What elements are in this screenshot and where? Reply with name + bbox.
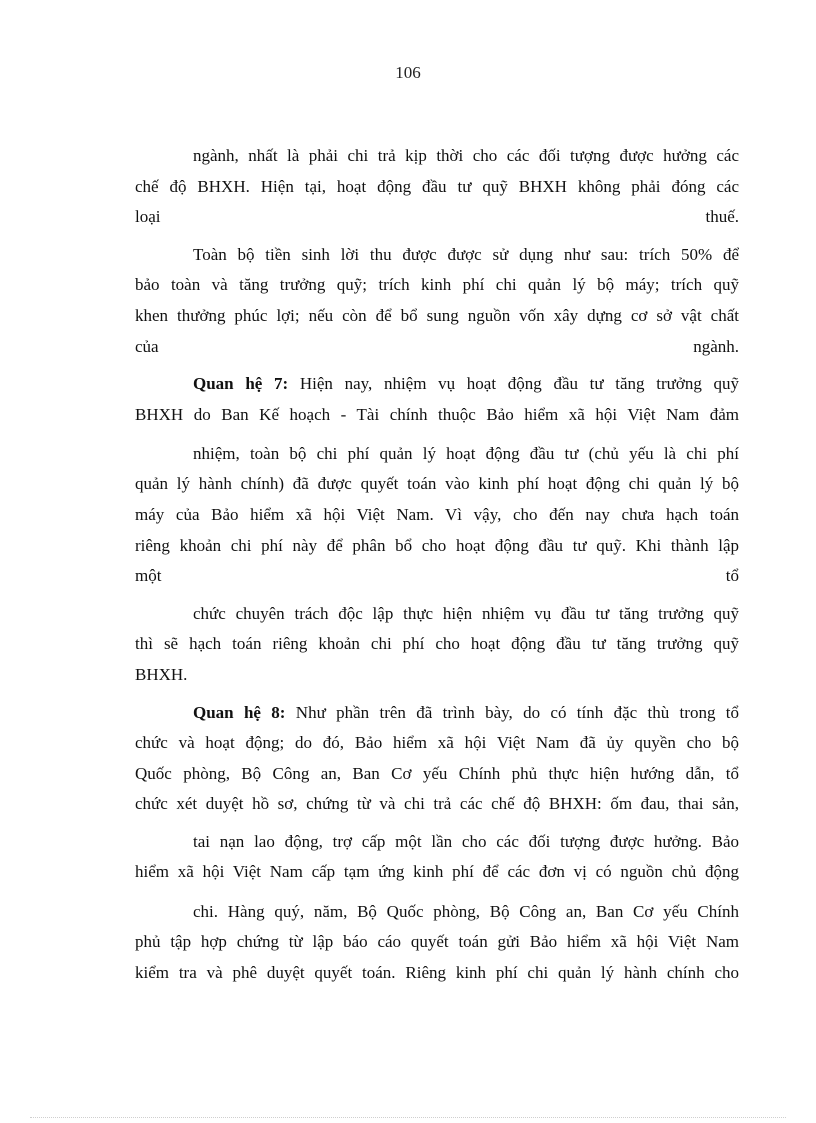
text-line: Quan hệ 8: Như phần trên đã trình bày, do có tính đặc thù trong tổ xyxy=(193,703,739,722)
text-line: riêng khoản chi phí này để phân bổ cho hoạt động đầu tư quỹ. Khi thành lập xyxy=(135,536,739,555)
text-line: BHXH. xyxy=(135,665,188,684)
text-line: loại thuế. xyxy=(135,207,739,226)
text-line: thì sẽ hạch toán riêng khoản chi phí cho hoạt động đầu tư tăng trưởng quỹ xyxy=(135,634,739,653)
text-line: BHXH do Ban Kế hoạch - Tài chính thuộc Bảo hiểm xã hội Việt Nam đảm xyxy=(135,405,739,424)
text-line: quản lý hành chính) đã được quyết toán vào kinh phí hoạt động chi quản lý bộ xyxy=(135,474,739,493)
text-line: bảo toàn và tăng trưởng quỹ; trích kinh phí chi quản lý bộ máy; trích quỹ xyxy=(135,275,739,294)
text-line: chế độ BHXH. Hiện tại, hoạt động đầu tư quỹ BHXH không phải đóng các xyxy=(135,177,739,196)
text-line: khen thưởng phúc lợi; nếu còn để bổ sung nguồn vốn xây dựng cơ sở vật chất xyxy=(135,306,739,325)
text-line: hiểm xã hội Việt Nam cấp tạm ứng kinh phí để các đơn vị có nguồn chủ động xyxy=(135,862,739,881)
section-heading: Quan hệ 8: xyxy=(193,703,286,722)
text-line: máy của Bảo hiểm xã hội Việt Nam. Vì vậy, cho đến nay chưa hạch toán xyxy=(135,505,739,524)
text-line: ngành, nhất là phải chi trả kịp thời cho các đối tượng được hưởng các xyxy=(193,146,739,165)
page-number: 106 xyxy=(395,63,421,82)
text-line: phủ tập hợp chứng từ lập báo cáo quyết toán gửi Bảo hiểm xã hội Việt Nam xyxy=(135,932,739,951)
text-line: Quan hệ 7: Hiện nay, nhiệm vụ hoạt động đầu tư tăng trưởng quỹ xyxy=(193,374,740,393)
section-heading: Quan hệ 7: xyxy=(193,374,289,393)
text-line: Quốc phòng, Bộ Công an, Ban Cơ yếu Chính phủ thực hiện hướng dẫn, tổ xyxy=(135,764,739,783)
text-line: tai nạn lao động, trợ cấp một lần cho các đối tượng được hưởng. Bảo xyxy=(193,832,739,851)
text-line: của ngành. xyxy=(135,337,739,356)
text-line: Toàn bộ tiền sinh lời thu được được sử dụng như sau: trích 50% để xyxy=(193,245,739,264)
text-line: chức và hoạt động; do đó, Bảo hiểm xã hội Việt Nam đã ủy quyền cho bộ xyxy=(135,733,739,752)
text-line: chức chuyên trách độc lập thực hiện nhiệm vụ đầu tư tăng trưởng quỹ xyxy=(193,604,739,623)
text-line: kiểm tra và phê duyệt quyết toán. Riêng kinh phí chi quản lý hành chính cho xyxy=(135,963,739,982)
text-line: chức xét duyệt hồ sơ, chứng từ và chi trả các chế độ BHXH: ốm đau, thai sản, xyxy=(135,794,739,813)
text-line: nhiệm, toàn bộ chi phí quản lý hoạt động đầu tư (chủ yếu là chi phí xyxy=(193,444,739,463)
text-line: chi. Hàng quý, năm, Bộ Quốc phòng, Bộ Công an, Ban Cơ yếu Chính xyxy=(193,902,739,921)
footer-divider xyxy=(30,1117,786,1118)
text-line: một tổ xyxy=(135,566,739,585)
